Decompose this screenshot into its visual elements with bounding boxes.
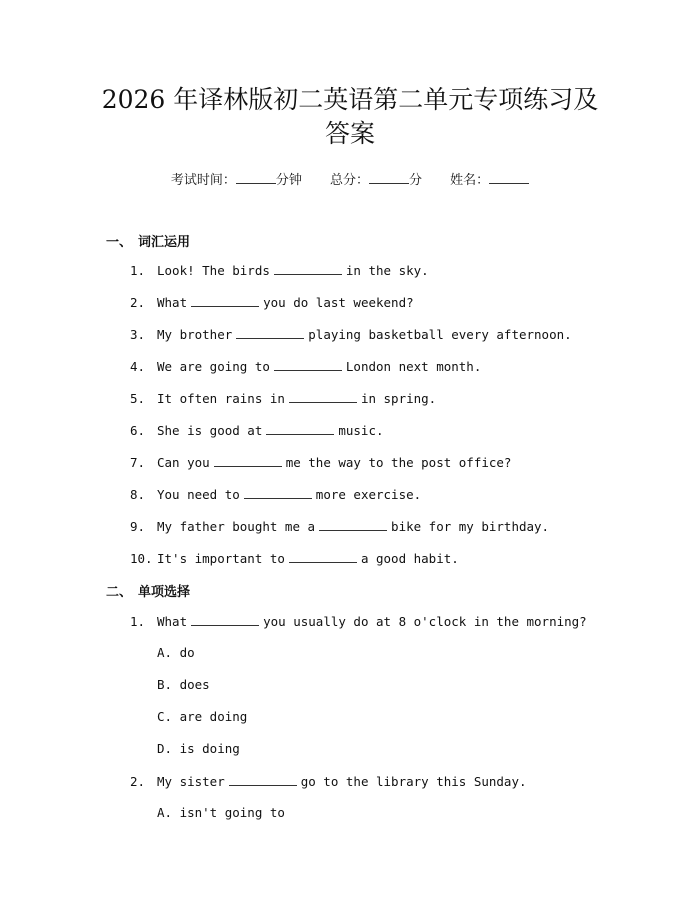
question-number: 3.	[130, 327, 146, 342]
question-text-before: Look! The birds	[157, 263, 270, 278]
answer-blank[interactable]	[191, 613, 259, 626]
question-number: 1.	[130, 263, 146, 278]
question-text-before: What	[157, 295, 188, 310]
answer-blank[interactable]	[289, 550, 357, 563]
question-text-after: in the sky.	[345, 263, 429, 278]
vocab-question	[130, 390, 436, 406]
vocab-question	[130, 326, 572, 342]
answer-blank[interactable]	[289, 390, 357, 403]
question-text-after: bike for my birthday.	[391, 519, 550, 534]
question-text-before: Can you	[157, 455, 210, 470]
section-heading-choice	[106, 581, 190, 600]
vocab-question	[130, 486, 421, 502]
answer-blank[interactable]	[214, 454, 282, 467]
question-text-after: more exercise.	[315, 487, 422, 502]
question-text-after: a good habit.	[360, 551, 459, 566]
section-title: 词汇运用	[138, 235, 191, 250]
total-score	[330, 173, 422, 188]
exam-time	[171, 173, 302, 188]
exam-time-blank[interactable]	[236, 171, 276, 184]
title-line-1: 2026 年译林版初二英语第二单元专项练习及	[101, 85, 599, 114]
answer-option[interactable]: D. is doing	[157, 741, 240, 756]
answer-blank[interactable]	[244, 486, 312, 499]
answer-option[interactable]: B. does	[157, 677, 210, 692]
question-text-before: You need to	[157, 487, 240, 502]
question-number: 2.	[130, 774, 146, 789]
section-number: 二、	[106, 585, 133, 600]
title-line-2: 答案	[324, 119, 375, 148]
document-title	[70, 83, 630, 151]
question-text-after: me the way to the post office?	[285, 455, 512, 470]
total-score-label: 总分：	[329, 173, 369, 188]
choice-question	[130, 613, 587, 629]
question-text-after: music.	[338, 423, 384, 438]
question-text-after: you usually do at 8 o'clock in the morning?	[263, 614, 587, 629]
total-score-unit: 分	[409, 173, 423, 188]
section-number: 一、	[106, 235, 133, 250]
question-text-before: What	[157, 614, 188, 629]
question-number: 2.	[130, 295, 146, 310]
question-text-after: London next month.	[345, 359, 482, 374]
question-text-before: We are going to	[157, 359, 270, 374]
vocab-question	[130, 422, 384, 438]
question-text-before: My brother	[157, 327, 233, 342]
vocab-question	[130, 550, 459, 566]
section-title: 单项选择	[138, 585, 191, 600]
answer-option[interactable]: C. are doing	[157, 709, 248, 724]
question-text-after: in spring.	[360, 391, 437, 406]
student-name-label: 姓名：	[450, 173, 490, 188]
question-text-before: It's important to	[157, 551, 285, 566]
question-text-after: playing basketball every afternoon.	[308, 327, 572, 342]
vocab-question	[130, 454, 511, 470]
exam-meta	[0, 169, 700, 188]
vocab-question	[130, 518, 549, 534]
question-text-before: It often rains in	[157, 391, 285, 406]
answer-option[interactable]: A. isn't going to	[157, 805, 285, 820]
answer-blank[interactable]	[319, 518, 387, 531]
question-number: 6.	[130, 423, 146, 438]
vocab-question	[130, 358, 481, 374]
total-score-blank[interactable]	[369, 171, 409, 184]
vocab-question	[130, 262, 429, 278]
answer-blank[interactable]	[229, 773, 297, 786]
vocab-question	[130, 294, 414, 310]
question-text-after: you do last weekend?	[263, 295, 414, 310]
question-number: 7.	[130, 455, 146, 470]
question-text-before: She is good at	[157, 423, 263, 438]
exam-time-unit: 分钟	[275, 173, 302, 188]
question-number: 5.	[130, 391, 146, 406]
answer-blank[interactable]	[274, 262, 342, 275]
exam-time-label: 考试时间：	[170, 173, 236, 188]
answer-option[interactable]: A. do	[157, 645, 195, 660]
student-name	[450, 173, 529, 188]
section-heading-vocab	[106, 231, 190, 250]
answer-blank[interactable]	[266, 422, 334, 435]
question-text-before: My father bought me a	[157, 519, 316, 534]
student-name-blank[interactable]	[489, 171, 529, 184]
question-text-after: go to the library this Sunday.	[300, 774, 527, 789]
question-text-before: My sister	[157, 774, 225, 789]
question-number: 8.	[130, 487, 146, 502]
answer-blank[interactable]	[191, 294, 259, 307]
question-number: 10.	[130, 551, 153, 566]
question-number: 9.	[130, 519, 146, 534]
question-number: 1.	[130, 614, 146, 629]
question-number: 4.	[130, 359, 146, 374]
choice-question	[130, 773, 527, 789]
answer-blank[interactable]	[236, 326, 304, 339]
answer-blank[interactable]	[274, 358, 342, 371]
